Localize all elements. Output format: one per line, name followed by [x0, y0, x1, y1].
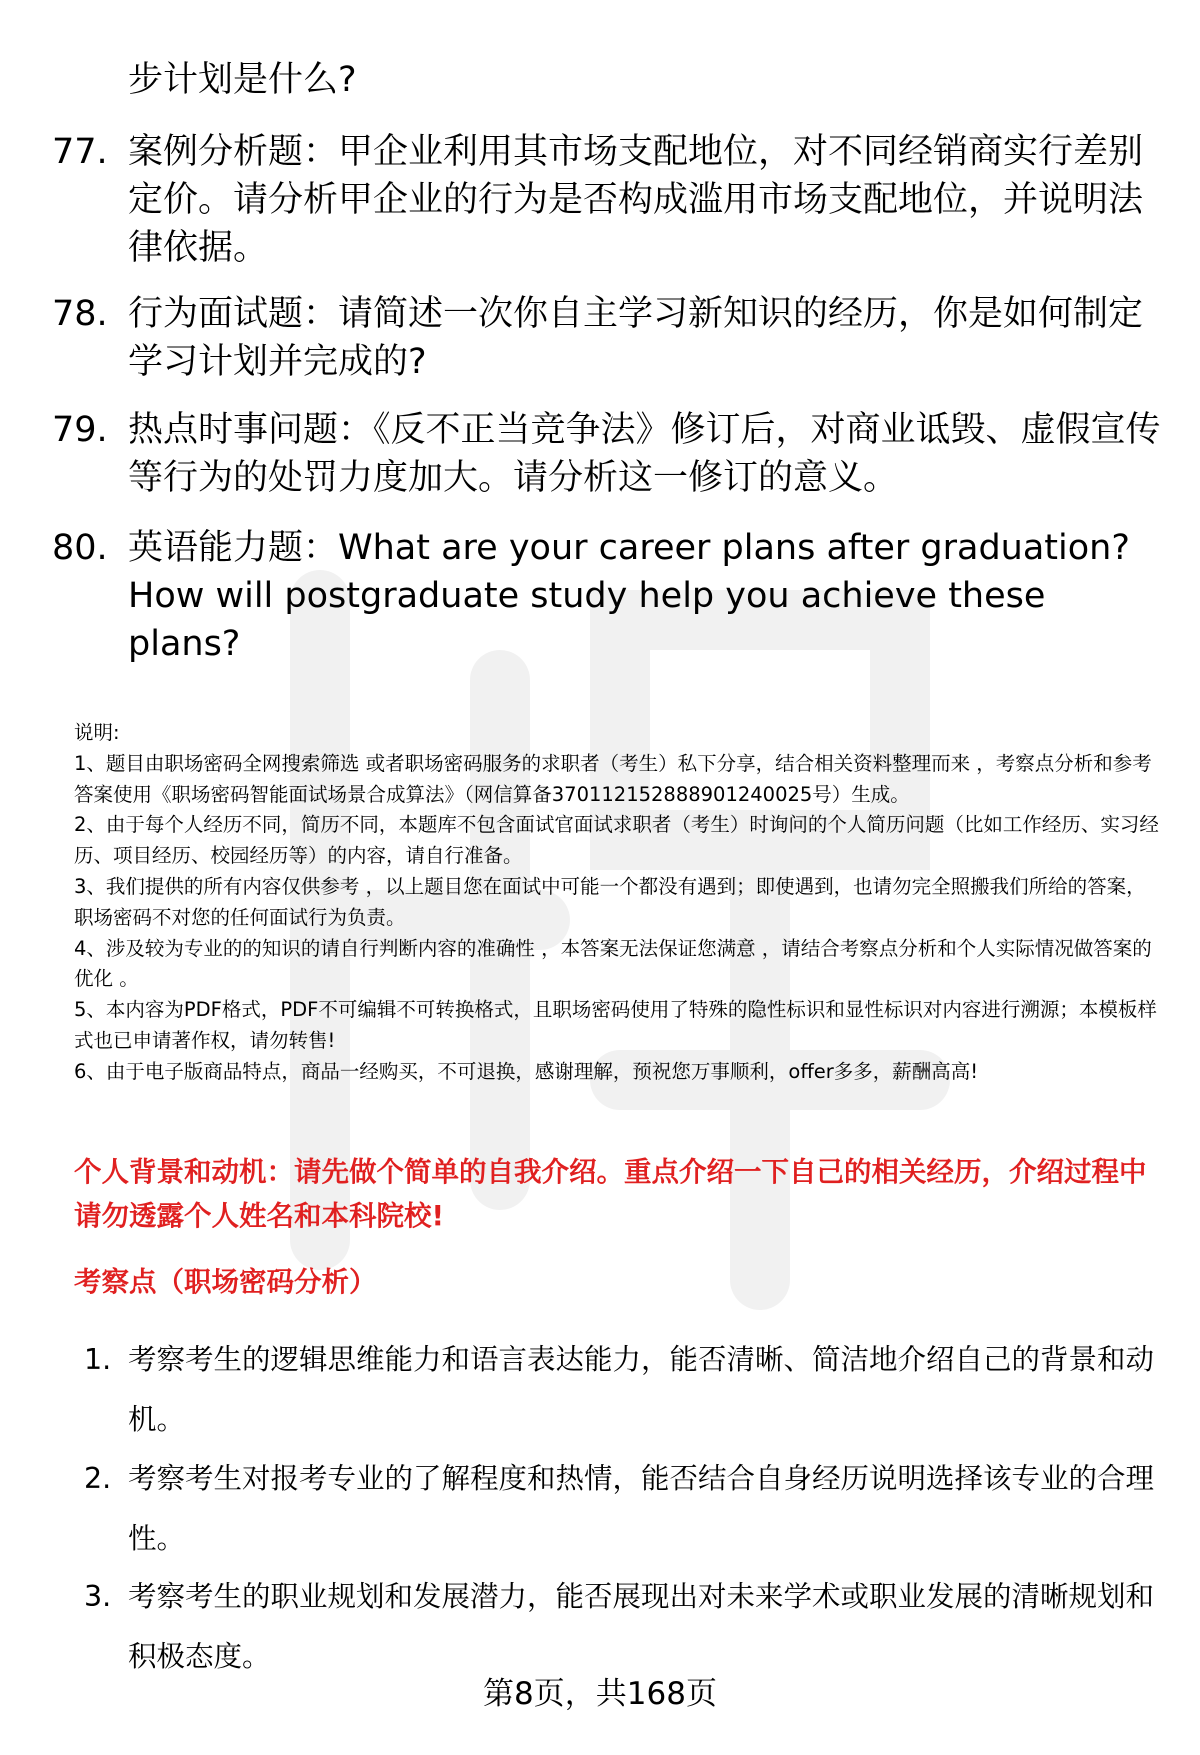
- question-number: 79.: [52, 410, 108, 450]
- notes-item: 2、由于每个人经历不同，简历不同，本题库不包含面试官面试求职者（考生）时询问的个人简历问题（比如工作经历、实习经历、项目经历、校园经历等）的内容，请自行准备。: [74, 813, 1159, 868]
- interview-question-title: 个人背景和动机：请先做个简单的自我介绍。重点介绍一下自己的相关经历，介绍过程中请勿透露个人姓名和本科院校!: [74, 1156, 1147, 1232]
- analysis-point-number: 3.: [84, 1580, 112, 1613]
- question-number: 80.: [52, 528, 108, 568]
- question-text: 案例分析题：甲企业利用其市场支配地位，对不同经销商实行差别定价。请分析甲企业的行为是否构成滥用市场支配地位，并说明法律依据。: [128, 132, 1144, 268]
- analysis-heading: 考察点（职场密码分析）: [74, 1266, 377, 1298]
- notes-item: 1、题目由职场密码全网搜索筛选 或者职场密码服务的求职者（考生）私下分享，结合相关资料整理而来 ，考察点分析和参考答案使用《职场密码智能面试场景合成算法》（网信算备370112152888901240025号）生成。: [74, 751, 1152, 806]
- notes-heading: 说明:: [74, 721, 120, 744]
- question-item-78: [52, 290, 1162, 386]
- page-footer: 第8页，共168页: [483, 1676, 717, 1712]
- question-number: 77.: [52, 132, 108, 172]
- analysis-point-number: 2.: [84, 1462, 112, 1495]
- notes-item: 4、涉及较为专业的的知识的请自行判断内容的准确性 ，本答案无法保证您满意 ，请结合考察点分析和个人实际情况做答案的优化 。: [74, 936, 1152, 991]
- notes-item: 3、我们提供的所有内容仅供参考 ，以上题目您在面试中可能一个都没有遇到；即使遇到，也请勿完全照搬我们所给的答案，职场密码不对您的任何面试行为负责。: [74, 874, 1146, 929]
- question-text: 行为面试题：请简述一次你自主学习新知识的经历，你是如何制定学习计划并完成的?: [128, 294, 1144, 382]
- question-item-77: [52, 128, 1162, 272]
- notes-section: [74, 718, 1160, 1088]
- analysis-point-text: 考察考生的职业规划和发展潜力，能否展现出对未来学术或职业发展的清晰规划和积极态度。: [128, 1580, 1155, 1673]
- analysis-point: [84, 1330, 1164, 1450]
- analysis-point: [84, 1449, 1164, 1569]
- question-text: 热点时事问题：《反不正当竞争法》修订后，对商业诋毁、虚假宣传等行为的处罚力度加大。请分析这一修订的意义。: [128, 410, 1161, 498]
- question-item-80: [52, 524, 1162, 668]
- notes-item: 5、本内容为PDF格式，PDF不可编辑不可转换格式，且职场密码使用了特殊的隐性标识和显性标识对内容进行溯源；本模板样式也已申请著作权，请勿转售!: [74, 998, 1157, 1052]
- notes-item: 6、由于电子版商品特点，商品一经购买，不可退换，感谢理解，预祝您万事顺利，offer多多，薪酬高高!: [74, 1059, 979, 1083]
- question-number: 78.: [52, 294, 108, 334]
- analysis-point: [84, 1567, 1164, 1687]
- question-item-79: [52, 406, 1162, 502]
- analysis-point-number: 1.: [84, 1343, 112, 1376]
- analysis-point-text: 考察考生对报考专业的了解程度和热情，能否结合自身经历说明选择该专业的合理性。: [128, 1462, 1155, 1555]
- question-continuation-text: 步计划是什么?: [128, 60, 357, 100]
- analysis-point-text: 考察考生的逻辑思维能力和语言表达能力，能否清晰、简洁地介绍自己的背景和动机。: [128, 1343, 1155, 1436]
- question-text: 英语能力题：What are your career plans after graduation? How will postgraduate study help you achieve these plans?: [128, 528, 1130, 664]
- question-continuation: [52, 56, 1162, 104]
